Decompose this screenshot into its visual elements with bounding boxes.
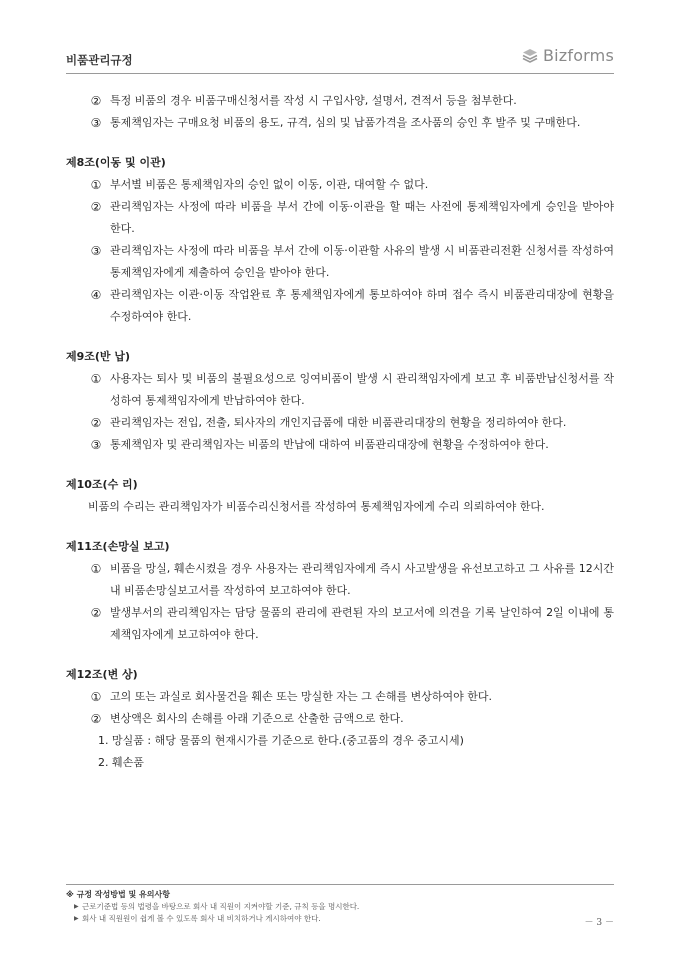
article-12-title: 제12조(변 상) <box>66 668 138 681</box>
list-item <box>66 196 614 240</box>
article-8-items <box>66 174 614 328</box>
sub-item: 2. 훼손품 <box>98 756 144 769</box>
item-text: 관리책임자는 전입, 전출, 퇴사자의 개인지급품에 대한 비품관리대장의 현황을 정리하여야 한다. <box>110 416 567 429</box>
item-number: ② <box>90 416 102 430</box>
item-number: ③ <box>90 116 102 130</box>
list-item <box>66 368 614 412</box>
article-10-text: 비품의 수리는 관리책임자가 비품수리신청서를 작성하여 통제책임자에게 수리 의뢰하여야 한다. <box>88 500 545 513</box>
item-number: ① <box>90 562 102 576</box>
item-number: ② <box>90 606 102 620</box>
list-item <box>66 558 614 602</box>
item-text: 비품을 망실, 훼손시켰을 경우 사용자는 관리책임자에게 즉시 사고발생을 유선보고하고 그 사유를 12시간 내 비품손망실보고서를 작성하여 보고하여야 한다. <box>110 562 614 597</box>
item-text: 통제책임자 및 관리책임자는 비품의 반납에 대하여 비품관리대장에 현황을 수정하여야 한다. <box>110 438 549 451</box>
document-body <box>66 90 614 774</box>
item-text: 특정 비품의 경우 비품구매신청서를 작성 시 구입사양, 설명서, 견적서 등을 첨부한다. <box>110 94 517 107</box>
list-item <box>66 90 614 112</box>
item-number: ② <box>90 712 102 726</box>
item-text: 사용자는 퇴사 및 비품의 불필요성으로 잉여비품이 발생 시 관리책임자에게 보고 후 비품반납신청서를 작성하여 통제책임자에게 반납하여야 한다. <box>110 372 614 407</box>
list-item <box>66 284 614 328</box>
item-number: ④ <box>90 288 102 302</box>
list-item <box>66 602 614 646</box>
item-text: 관리책임자는 이관·이동 작업완료 후 통제책임자에게 통보하여야 하며 접수 즉시 비품관리대장에 현황을 수정하여야 한다. <box>110 288 614 323</box>
item-number: ② <box>90 94 102 108</box>
item-number: ① <box>90 178 102 192</box>
list-item <box>66 708 614 730</box>
item-text: 부서별 비품은 통제책임자의 승인 없이 이동, 이관, 대여할 수 없다. <box>110 178 429 191</box>
document-title: 비품관리규정 <box>66 53 133 67</box>
item-text: 관리책임자는 사정에 따라 비품을 부서 간에 이동·이관을 할 때는 사전에 통제책임자에게 승인을 받아야 한다. <box>110 200 614 235</box>
footer-notes <box>66 884 614 925</box>
list-item <box>66 412 614 434</box>
article-8-title: 제8조(이동 및 이관) <box>66 156 166 169</box>
notes-title: ※ 규정 작성방법 및 유의사항 <box>66 890 170 899</box>
item-number: ① <box>90 690 102 704</box>
note-text: 근로기준법 등의 법령을 바탕으로 회사 내 직원이 지켜야할 기준, 규칙 등을 명시한다. <box>82 902 360 911</box>
note-line <box>66 901 614 913</box>
list-item <box>66 112 614 134</box>
article-9-title: 제9조(반 납) <box>66 350 131 363</box>
intro-items <box>66 90 614 134</box>
article-12-items <box>66 686 614 774</box>
brand-name: Bizforms <box>542 46 614 65</box>
stacked-layers-icon <box>521 47 539 65</box>
page-number: － 3 － <box>584 918 614 928</box>
triangle-right-icon: ▶ <box>74 903 79 910</box>
item-number: ① <box>90 372 102 386</box>
list-item <box>66 174 614 196</box>
item-text: 변상액은 회사의 손해를 아래 기준으로 산출한 금액으로 한다. <box>110 712 404 725</box>
item-number: ② <box>90 200 102 214</box>
item-text: 통제책임자는 구매요청 비품의 용도, 규격, 심의 및 납품가격을 조사품의 승인 후 발주 및 구매한다. <box>110 116 581 129</box>
brand-logo <box>521 46 614 65</box>
note-line <box>66 913 614 925</box>
item-number: ③ <box>90 438 102 452</box>
item-text: 고의 또는 과실로 회사물건을 훼손 또는 망실한 자는 그 손해를 변상하여야 한다. <box>110 690 492 703</box>
list-item <box>66 686 614 708</box>
triangle-right-icon: ▶ <box>74 915 79 922</box>
item-text: 관리책임자는 사정에 따라 비품을 부서 간에 이동·이관할 사유의 발생 시 비품관리전환 신청서를 작성하여 통제책임자에게 제출하여 승인을 받아야 한다. <box>110 244 614 279</box>
list-item <box>66 240 614 284</box>
item-text: 발생부서의 관리책임자는 담당 물품의 관리에 관련된 자의 보고서에 의견을 기록 날인하여 2일 이내에 통제책임자에게 보고하여야 한다. <box>110 606 614 641</box>
article-10-title: 제10조(수 리) <box>66 478 138 491</box>
article-11-title: 제11조(손망실 보고) <box>66 540 170 553</box>
list-item <box>66 434 614 456</box>
article-9-items <box>66 368 614 456</box>
note-text: 회사 내 직원원이 쉽게 볼 수 있도록 회사 내 비치하거나 게시하여야 한다. <box>82 914 321 923</box>
article-11-items <box>66 558 614 646</box>
item-number: ③ <box>90 244 102 258</box>
page-header <box>66 44 614 74</box>
sub-item: 1. 망실품 : 해당 물품의 현재시가를 기준으로 한다.(중고품의 경우 중고시세) <box>98 734 464 747</box>
